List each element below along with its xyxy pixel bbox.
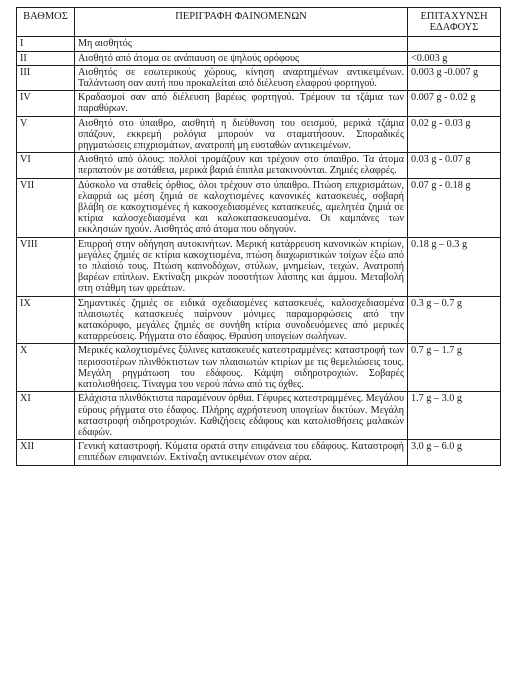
table-row bbox=[17, 178, 501, 237]
description-cell: Κραδασμοί σαν από διέλευση βαρέως φορτηγού. Τρέμουν τα τζάμια των παραθύρων. bbox=[75, 91, 408, 116]
acceleration-cell: <0.003 g bbox=[408, 51, 501, 65]
grade-cell: V bbox=[17, 116, 75, 153]
grade-cell: IX bbox=[17, 296, 75, 344]
table-body bbox=[17, 37, 501, 465]
acceleration-cell: 1.7 g – 3.0 g bbox=[408, 392, 501, 440]
table-row bbox=[17, 91, 501, 116]
description-cell: Δύσκολο να σταθείς όρθιος, όλοι τρέχουν στο ύπαιθρο. Πτώση επιχρισμάτων, ελαφριά ως μέση ζημιά σε καλοχτισμένες κανονικές κατασκευές, σοβαρή βλάβη σε κακοχτισμένες ή κακοσχεδιασμένες κατασκευές, αμελητέα ζημιά σε κτίρια καλοσχεδιασμένα και καλοκατασκευασμένα. Οι καμπάνες των εκκλησιών ηχούν. Αισθητός από άτομα που οδηγούν. bbox=[75, 178, 408, 237]
header-description: ΠΕΡΙΓΡΑΦΗ ΦΑΙΝΟΜΕΝΩΝ bbox=[75, 8, 408, 37]
description-cell: Μη αισθητός bbox=[75, 37, 408, 51]
description-cell: Μερικές καλοχτισμένες ξύλινες κατασκευές κατεστραμμένες: καταστροφή των περισσοτέρων πλινθόκτιστων των πλαισιωτών κτιρίων με τις θεμελιώσεις τους. Μεγάλη ρηγμάτωση του εδάφους. Κάμψη σιδηροτροχιών. Σοβαρές κατολισθήσεις. Τίναγμα του νερού πάνω από τις όχθες. bbox=[75, 344, 408, 392]
acceleration-cell: 0.18 g – 0.3 g bbox=[408, 237, 501, 296]
table-row bbox=[17, 237, 501, 296]
grade-cell: IV bbox=[17, 91, 75, 116]
grade-cell: II bbox=[17, 51, 75, 65]
acceleration-cell bbox=[408, 37, 501, 51]
description-cell: Γενική καταστροφή. Κύματα ορατά στην επιφάνεια του εδάφους. Καταστροφή επιπέδων επιφανειών. Εκτίναξη αντικειμένων στον αέρα. bbox=[75, 440, 408, 465]
header-acceleration: ΕΠΙΤΑΧΥΝΣΗ ΕΔΑΦΟΥΣ bbox=[408, 8, 501, 37]
grade-cell: XI bbox=[17, 392, 75, 440]
grade-cell: I bbox=[17, 37, 75, 51]
table-row bbox=[17, 296, 501, 344]
table-row bbox=[17, 51, 501, 65]
table-row bbox=[17, 344, 501, 392]
description-cell: Αισθητό στο ύπαιθρο, αισθητή η διεύθυνση του σεισμού, μερικά τζάμια σπάζουν, εκκρεμή ρολόγια μπορούν να σταματήσουν. Σποραδικές ρηγματώσεις επιχρισμάτων, ανατροπή μη ευσταθών αντικειμένων. bbox=[75, 116, 408, 153]
description-cell: Αισθητό από όλους: πολλοί τρομάζουν και τρέχουν στο ύπαιθρο. Τα άτομα περπατούν με αστάθεια, μερικά βαριά έπιπλα μετακινούνται. Ζημιές ελαφρές. bbox=[75, 153, 408, 178]
table-row bbox=[17, 440, 501, 465]
description-cell: Αισθητός σε εσωτερικούς χώρους, κίνηση αναρτημένων αντικειμένων. Ταλάντωση σαν αυτή που προκαλείται από διέλευση ελαφρού φορτηγού. bbox=[75, 65, 408, 90]
grade-cell: X bbox=[17, 344, 75, 392]
acceleration-cell: 3.0 g – 6.0 g bbox=[408, 440, 501, 465]
acceleration-cell: 0.03 g - 0.07 g bbox=[408, 153, 501, 178]
header-grade: ΒΑΘΜΟΣ bbox=[17, 8, 75, 37]
table-row bbox=[17, 116, 501, 153]
table-row bbox=[17, 392, 501, 440]
grade-cell: VI bbox=[17, 153, 75, 178]
grade-cell: XII bbox=[17, 440, 75, 465]
acceleration-cell: 0.7 g – 1.7 g bbox=[408, 344, 501, 392]
intensity-scale-document bbox=[16, 7, 500, 466]
table-header-row bbox=[17, 8, 501, 37]
acceleration-cell: 0.3 g – 0.7 g bbox=[408, 296, 501, 344]
acceleration-cell: 0.02 g - 0.03 g bbox=[408, 116, 501, 153]
description-cell: Επιρροή στην οδήγηση αυτοκινήτων. Μερική κατάρρευση κανονικών κτιρίων, μεγάλες ζημιές σε κτίρια κακοχτισμένα, πτώση διαχωριστικών τοίχων έξω από το πλαίσιό τους. Πτώση καπνοδόχων, στύλων, μνημείων, τειχών. Ανατροπή βαρέων επίπλων. Εκτίναξη μικρών ποσοτήτων λάσπης και άμμου. Μεταβολή στη στάθμη των φρεάτων. bbox=[75, 237, 408, 296]
acceleration-cell: 0.07 g - 0.18 g bbox=[408, 178, 501, 237]
table-row bbox=[17, 37, 501, 51]
description-cell: Σημαντικές ζημιές σε ειδικά σχεδιασμένες κατασκευές, καλοσχεδιασμένα πλαισιωτές κατασκευές παίρνουν μόνιμες παραμορφώσεις από την κατακόρυφο, μεγάλες ζημιές σε συνήθη κτίρια συνοδευόμενες από μερικές καταρρεύσεις. Ρήγματα στο έδαφος. Θραύση υπογείων σωλήνων. bbox=[75, 296, 408, 344]
grade-cell: VIII bbox=[17, 237, 75, 296]
description-cell: Ελάχιστα πλινθόκτιστα παραμένουν όρθια. Γέφυρες κατεστραμμένες. Μεγάλου εύρους ρήγματα στο έδαφος. Πλήρης αχρήστευση υπογείων δικτύων. Μεγάλη καταστροφή σιδηροτροχιών. Καθιζήσεις εδάφους και κατολισθήσεις μαλακών εδαφών. bbox=[75, 392, 408, 440]
grade-cell: VII bbox=[17, 178, 75, 237]
table-row bbox=[17, 153, 501, 178]
grade-cell: III bbox=[17, 65, 75, 90]
acceleration-cell: 0.007 g - 0.02 g bbox=[408, 91, 501, 116]
table-row bbox=[17, 65, 501, 90]
description-cell: Αισθητό από άτομα σε ανάπαυση σε ψηλούς ορόφους bbox=[75, 51, 408, 65]
intensity-scale-table bbox=[16, 7, 501, 466]
acceleration-cell: 0.003 g -0.007 g bbox=[408, 65, 501, 90]
